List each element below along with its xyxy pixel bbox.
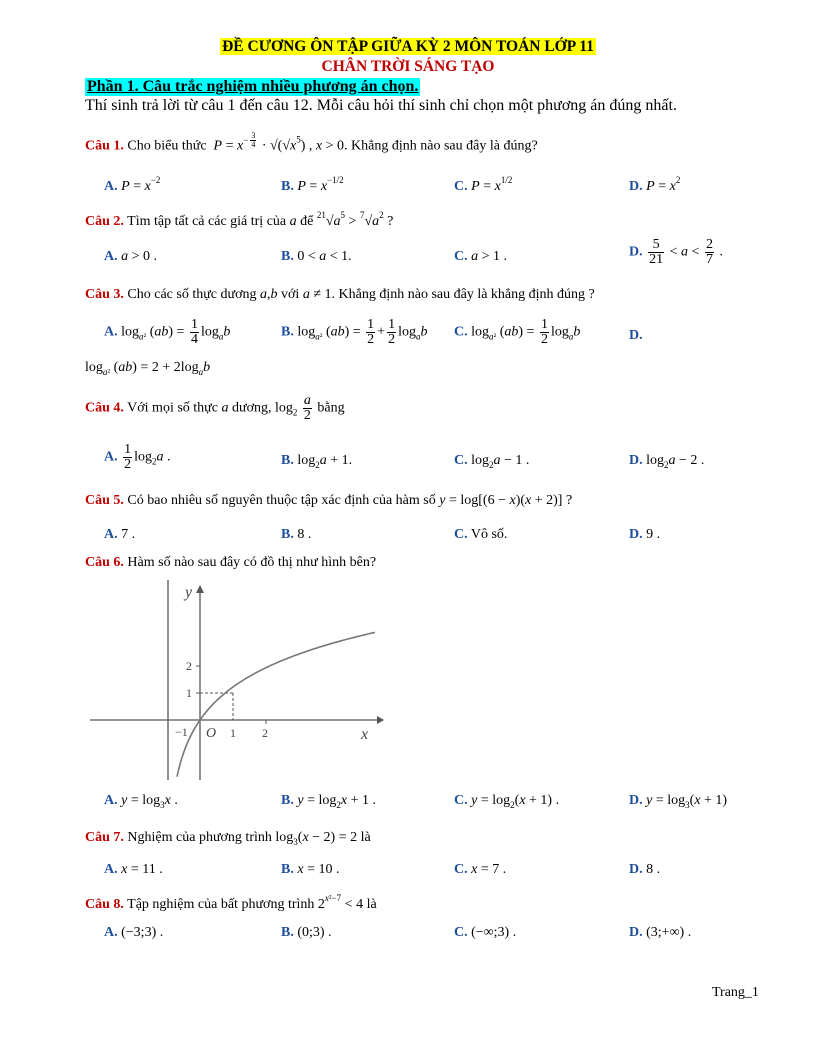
x-tick-label-neg1: −1 <box>175 725 188 739</box>
function-curve <box>177 632 375 776</box>
q7-option-b[interactable]: B. x = 10 . <box>281 862 340 877</box>
question-4: Câu 4. Với mọi số thực a dương, $\log_2$ $\frac{a}{2}$ bằng <box>85 393 345 423</box>
x-tick-label-1: 1 <box>230 726 236 740</box>
origin-label: O <box>206 726 217 741</box>
q4-option-a[interactable]: A. $\frac{1}{2}$ $\log_2a$ . <box>104 442 171 472</box>
q7-option-a[interactable]: A. x = 11 . <box>104 862 163 877</box>
q8-option-b[interactable]: B. (0;3) . <box>281 925 332 940</box>
q5-option-b[interactable]: B. 8 . <box>281 527 312 542</box>
q1-option-b[interactable]: B. $P = x^{-1/2}$ <box>281 175 344 194</box>
q6-option-a[interactable]: A. $y = \log_3x$ . <box>104 793 178 810</box>
question-6: Câu 6. Hàm số nào sau đây có đồ thị như hình bên? <box>85 555 377 570</box>
q2-option-a[interactable]: A. a > 0 . <box>104 249 158 264</box>
q1-option-c[interactable]: C. $P = x^{1/2}$ <box>454 175 513 194</box>
y-axis-label: y <box>185 584 193 601</box>
q2-option-d[interactable]: D. $\frac{5}{21}$ < a < $\frac{2}{7}$ . <box>629 237 723 267</box>
q8-option-c[interactable]: C. (−∞;3) . <box>454 925 517 940</box>
x-axis-arrow <box>377 716 384 724</box>
y-tick-label-2: 2 <box>186 659 192 673</box>
question-2: Câu 2. Tìm tập tất cả các giá trị của a để $^{21}√a^5 > ^7√a^2$ ? <box>85 210 394 229</box>
question-7: Câu 7. Nghiệm của phương trình $\log_3(x - 2) = 2$ là <box>85 830 371 847</box>
q5-option-a[interactable]: A. 7 . <box>104 527 136 542</box>
y-tick-label-1: 1 <box>186 686 192 700</box>
q3-option-a[interactable]: A. $\log_{a^2} (ab)$ = $\frac{1}{4}$ $\log_ab$ <box>104 317 231 347</box>
q4-option-b[interactable]: B. $\log_2a + 1$. <box>281 453 353 470</box>
document-subtitle: CHÂN TRỜI SÁNG TẠO <box>321 58 495 75</box>
q3-option-b[interactable]: B. $\log_{a^2} (ab)$ = $\frac{1}{2}$ + $\frac{1}{2}$ $\log_ab$ <box>281 317 428 347</box>
q6-option-d[interactable]: D. $y = \log_3(x + 1)$ <box>629 793 728 810</box>
q7-option-c[interactable]: C. x = 7 . <box>454 862 507 877</box>
q3-option-c[interactable]: C. $\log_{a^2} (ab)$ = $\frac{1}{2}$ $\log_ab$ <box>454 317 581 347</box>
q6-option-c[interactable]: C. $y = \log_2(x + 1)$ . <box>454 793 560 810</box>
q8-option-a[interactable]: A. (−3;3) . <box>104 925 164 940</box>
q3-option-d-label[interactable]: D. <box>629 328 643 343</box>
q7-option-d[interactable]: D. 8 . <box>629 862 661 877</box>
x-axis-label: x <box>361 726 369 743</box>
q5-option-c[interactable]: C. Vô số. <box>454 527 508 542</box>
q1-option-d[interactable]: D. $P = x^2$ <box>629 175 681 194</box>
part-heading: Phần 1. Câu trắc nghiệm nhiều phương án chọn. <box>87 78 419 95</box>
log-function-graph <box>85 575 385 785</box>
y-axis-arrow <box>196 585 204 593</box>
question-8: Câu 8. Tập nghiệm của bất phương trình $2^{x^2-7} < 4$ là <box>85 893 377 912</box>
q2-option-c[interactable]: C. a > 1 . <box>454 249 508 264</box>
q3-option-d[interactable]: $\log_{a^2} (ab) = 2 + 2\log_ab$ <box>85 360 211 377</box>
question-3: Câu 3. Cho các số thực dương a,b với a ≠ 1. Khẳng định nào sau đây là khẳng định đúng ? <box>85 287 595 302</box>
q4-option-d[interactable]: D. $\log_2a - 2$ . <box>629 453 705 470</box>
page-number: Trang_1 <box>712 985 759 1000</box>
q4-option-c[interactable]: C. $\log_2a - 1$ . <box>454 453 530 470</box>
q1-option-a[interactable]: A. $P = x^{-2}$ <box>104 175 161 194</box>
document-title: ĐỀ CƯƠNG ÔN TẬP GIỮA KỲ 2 MÔN TOÁN LỚP 11 <box>222 38 594 55</box>
q8-option-d[interactable]: D. (3;+∞) . <box>629 925 692 940</box>
question-5: Câu 5. Có bao nhiêu số nguyên thuộc tập xác định của hàm số y = log[(6 − x)(x + 2)] ? <box>85 493 573 508</box>
x-tick-label-2: 2 <box>262 726 268 740</box>
question-1: Câu 1. Cho biểu thức $P = x^{- \frac{3}{4}}$ · $√(√x^5)$ , x > 0. Khẳng định nào sau đây là đúng? <box>85 131 538 154</box>
part-instruction: Thí sinh trả lời từ câu 1 đến câu 12. Mỗi câu hỏi thí sinh chỉ chọn một phương án đúng nhất. <box>85 97 677 114</box>
q2-option-b[interactable]: B. 0 < a < 1. <box>281 249 352 264</box>
q6-option-b[interactable]: B. $y = \log_2x + 1$ . <box>281 793 376 810</box>
q5-option-d[interactable]: D. 9 . <box>629 527 661 542</box>
